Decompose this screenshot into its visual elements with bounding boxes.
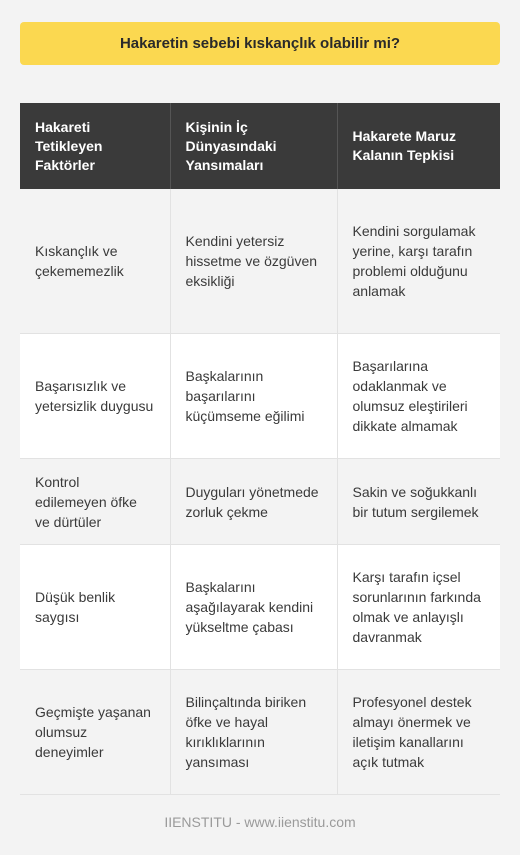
table-cell: Bilinçaltında biriken öfke ve hayal kırıklıklarının yansıması xyxy=(170,670,337,795)
table-cell: Kıskançlık ve çekememezlik xyxy=(20,189,170,334)
table-cell: Başarısızlık ve yetersizlik duygusu xyxy=(20,334,170,459)
table-cell: Karşı tarafın içsel sorunlarının farkında olmak ve anlayışlı davranmak xyxy=(337,545,500,670)
table-cell: Sakin ve soğukkanlı bir tutum sergilemek xyxy=(337,459,500,545)
table-cell: Kendini yetersiz hissetme ve özgüven eksikliği xyxy=(170,189,337,334)
table-cell: Duyguları yönetmede zorluk çekme xyxy=(170,459,337,545)
table-row xyxy=(20,189,500,334)
column-header-factors: Hakareti Tetikleyen Faktörler xyxy=(20,103,170,189)
column-header-reflections: Kişinin İç Dünyasındaki Yansımaları xyxy=(170,103,337,189)
table-cell: Profesyonel destek almayı önermek ve iletişim kanallarını açık tutmak xyxy=(337,670,500,795)
table-cell: Geçmişte yaşanan olumsuz deneyimler xyxy=(20,670,170,795)
table-cell: Başarılarına odaklanmak ve olumsuz eleştirileri dikkate almamak xyxy=(337,334,500,459)
table-row xyxy=(20,670,500,795)
table-header-row xyxy=(20,103,500,189)
table-cell: Başkalarının başarılarını küçümseme eğilimi xyxy=(170,334,337,459)
table-cell: Kontrol edilemeyen öfke ve dürtüler xyxy=(20,459,170,545)
page-title: Hakaretin sebebi kıskançlık olabilir mi? xyxy=(119,35,401,52)
footer-credit: IIENSTITU - www.iienstitu.com xyxy=(164,814,356,830)
comparison-table xyxy=(20,103,500,795)
table-row xyxy=(20,459,500,545)
table-cell: Düşük benlik saygısı xyxy=(20,545,170,670)
table-cell: Başkalarını aşağılayarak kendini yükseltme çabası xyxy=(170,545,337,670)
table-row xyxy=(20,334,500,459)
table-cell: Kendini sorgulamak yerine, karşı tarafın problemi olduğunu anlamak xyxy=(337,189,500,334)
title-banner xyxy=(20,22,500,65)
table-row xyxy=(20,545,500,670)
column-header-reaction: Hakarete Maruz Kalanın Tepkisi xyxy=(337,103,500,189)
